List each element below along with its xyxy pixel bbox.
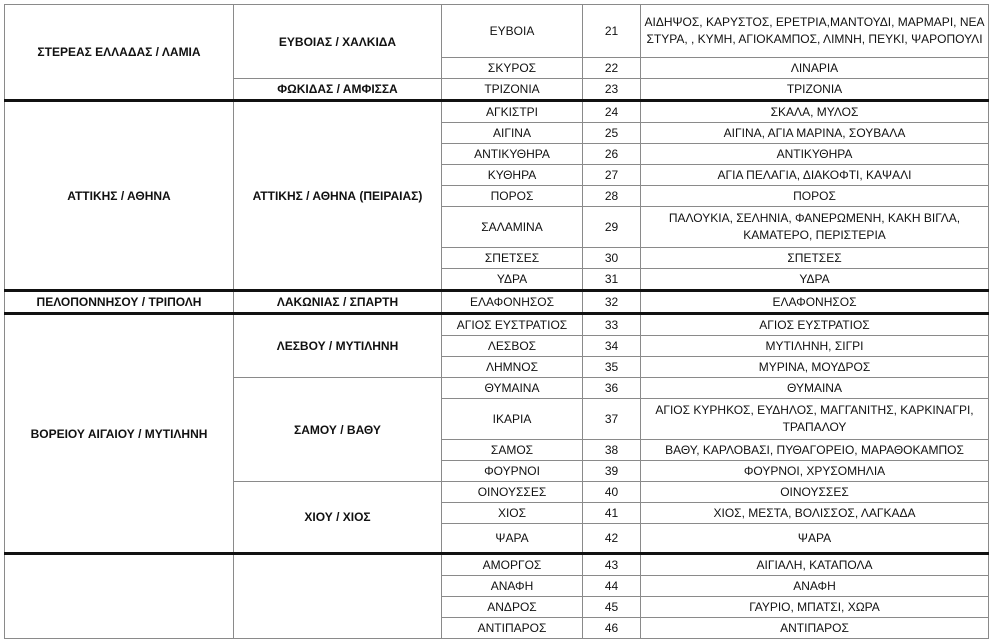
table-row (5, 291, 989, 314)
number-cell: 31 (583, 269, 641, 291)
ports-cell: ΑΙΔΗΨΟΣ, ΚΑΡΥΣΤΟΣ, ΕΡΕΤΡΙΑ,ΜΑΝΤΟΥΔΙ, ΜΑΡΜΑΡΙ, ΝΕΑ ΣΤΥΡΑ, , ΚΥΜΗ, ΑΓΙΟΚΑΜΠΟΣ, ΛΙΜΝΗ, ΠΕΥΚΙ, ΨΑΡΟΠΟΥΛΙ (641, 5, 989, 58)
number-cell: 34 (583, 336, 641, 357)
number-cell: 35 (583, 357, 641, 378)
island-cell: ΕΥΒΟΙΑ (442, 5, 583, 58)
number-cell: 28 (583, 186, 641, 207)
island-cell: ΚΥΘΗΡΑ (442, 165, 583, 186)
number-cell: 45 (583, 597, 641, 618)
ports-cell: ΕΛΑΦΟΝΗΣΟΣ (641, 291, 989, 314)
number-cell: 39 (583, 461, 641, 482)
island-cell: ΣΠΕΤΣΕΣ (442, 248, 583, 269)
number-cell: 22 (583, 58, 641, 79)
island-cell: ΨΑΡΑ (442, 524, 583, 554)
ports-cell: ΦΟΥΡΝΟΙ, ΧΡΥΣΟΜΗΛΙΑ (641, 461, 989, 482)
island-cell: ΛΗΜΝΟΣ (442, 357, 583, 378)
ports-cell: ΠΟΡΟΣ (641, 186, 989, 207)
island-cell: ΠΟΡΟΣ (442, 186, 583, 207)
island-cell: ΟΙΝΟΥΣΣΕΣ (442, 482, 583, 503)
island-cell: ΣΑΛΑΜΙΝΑ (442, 207, 583, 248)
ports-cell: ΤΡΙΖΟΝΙΑ (641, 79, 989, 101)
number-cell: 30 (583, 248, 641, 269)
ports-cell: ΠΑΛΟΥΚΙΑ, ΣΕΛΗΝΙΑ, ΦΑΝΕΡΩΜΕΝΗ, ΚΑΚΗ ΒΙΓΛΑ, ΚΑΜΑΤΕΡΟ, ΠΕΡΙΣΤΕΡΙΑ (641, 207, 989, 248)
prefecture-cell: ΛΑΚΩΝΙΑΣ / ΣΠΑΡΤΗ (234, 291, 442, 314)
prefecture-cell: ΛΕΣΒΟΥ / ΜΥΤΙΛΗΝΗ (234, 314, 442, 378)
number-cell: 37 (583, 399, 641, 440)
table-row (5, 5, 989, 58)
ports-cell: ΧΙΟΣ, ΜΕΣΤΑ, ΒΟΛΙΣΣΟΣ, ΛΑΓΚΑΔΑ (641, 503, 989, 524)
number-cell: 43 (583, 554, 641, 576)
number-cell: 44 (583, 576, 641, 597)
prefecture-cell-empty (234, 554, 442, 639)
island-cell: ΛΕΣΒΟΣ (442, 336, 583, 357)
region-cell: ΑΤΤΙΚΗΣ / ΑΘΗΝΑ (5, 101, 234, 291)
number-cell: 27 (583, 165, 641, 186)
island-cell: ΦΟΥΡΝΟΙ (442, 461, 583, 482)
region-cell-empty (5, 554, 234, 639)
ports-cell: ΑΝΤΙΚΥΘΗΡΑ (641, 144, 989, 165)
number-cell: 29 (583, 207, 641, 248)
ports-table (4, 4, 989, 639)
number-cell: 36 (583, 378, 641, 399)
prefecture-cell: ΕΥΒΟΙΑΣ / ΧΑΛΚΙΔΑ (234, 5, 442, 79)
ports-cell: ΛΙΝΑΡΙΑ (641, 58, 989, 79)
island-cell: ΥΔΡΑ (442, 269, 583, 291)
number-cell: 25 (583, 123, 641, 144)
ports-cell: ΨΑΡΑ (641, 524, 989, 554)
ports-cell: ΑΙΓΙΑΛΗ, ΚΑΤΑΠΟΛΑ (641, 554, 989, 576)
island-cell: ΑΓΚΙΣΤΡΙ (442, 101, 583, 123)
table-row (5, 101, 989, 123)
number-cell: 33 (583, 314, 641, 336)
number-cell: 38 (583, 440, 641, 461)
island-cell: ΣΑΜΟΣ (442, 440, 583, 461)
ports-cell: ΒΑΘΥ, ΚΑΡΛΟΒΑΣΙ, ΠΥΘΑΓΟΡΕΙΟ, ΜΑΡΑΘΟΚΑΜΠΟΣ (641, 440, 989, 461)
prefecture-cell: ΣΑΜΟΥ / ΒΑΘΥ (234, 378, 442, 482)
ports-cell: ΜΥΤΙΛΗΝΗ, ΣΙΓΡΙ (641, 336, 989, 357)
island-cell: ΑΝΑΦΗ (442, 576, 583, 597)
island-cell: ΧΙΟΣ (442, 503, 583, 524)
island-cell: ΑΜΟΡΓΟΣ (442, 554, 583, 576)
prefecture-cell: ΧΙΟΥ / ΧΙΟΣ (234, 482, 442, 554)
ports-cell: ΟΙΝΟΥΣΣΕΣ (641, 482, 989, 503)
island-cell: ΤΡΙΖΟΝΙΑ (442, 79, 583, 101)
ports-cell: ΜΥΡΙΝΑ, ΜΟΥΔΡΟΣ (641, 357, 989, 378)
region-cell: ΣΤΕΡΕΑΣ ΕΛΛΑΔΑΣ / ΛΑΜΙΑ (5, 5, 234, 101)
ports-cell: ΑΓΙΑ ΠΕΛΑΓΙΑ, ΔΙΑΚΟΦΤΙ, ΚΑΨΑΛΙ (641, 165, 989, 186)
ports-cell: ΥΔΡΑ (641, 269, 989, 291)
island-cell: ΑΙΓΙΝΑ (442, 123, 583, 144)
island-cell: ΑΓΙΟΣ ΕΥΣΤΡΑΤΙΟΣ (442, 314, 583, 336)
ports-cell: ΑΝΤΙΠΑΡΟΣ (641, 618, 989, 639)
number-cell: 21 (583, 5, 641, 58)
island-cell: ΑΝΤΙΚΥΘΗΡΑ (442, 144, 583, 165)
ports-cell: ΑΓΙΟΣ ΕΥΣΤΡΑΤΙΟΣ (641, 314, 989, 336)
island-cell: ΙΚΑΡΙΑ (442, 399, 583, 440)
number-cell: 42 (583, 524, 641, 554)
prefecture-cell: ΦΩΚΙΔΑΣ / ΑΜΦΙΣΣΑ (234, 79, 442, 101)
ports-cell: ΑΓΙΟΣ ΚΥΡΗΚΟΣ, ΕΥΔΗΛΟΣ, ΜΑΓΓΑΝΙΤΗΣ, ΚΑΡΚΙΝΑΓΡΙ, ΤΡΑΠΑΛΟΥ (641, 399, 989, 440)
ports-cell: ΓΑΥΡΙΟ, ΜΠΑΤΣΙ, ΧΩΡΑ (641, 597, 989, 618)
prefecture-cell: ΑΤΤΙΚΗΣ / ΑΘΗΝΑ (ΠΕΙΡΑΙΑΣ) (234, 101, 442, 291)
ports-cell: ΣΚΑΛΑ, ΜΥΛΟΣ (641, 101, 989, 123)
ports-cell: ΣΠΕΤΣΕΣ (641, 248, 989, 269)
region-cell: ΒΟΡΕΙΟΥ ΑΙΓΑΙΟΥ / ΜΥΤΙΛΗΝΗ (5, 314, 234, 554)
ports-cell: ΘΥΜΑΙΝΑ (641, 378, 989, 399)
island-cell: ΘΥΜΑΙΝΑ (442, 378, 583, 399)
island-cell: ΕΛΑΦΟΝΗΣΟΣ (442, 291, 583, 314)
island-cell: ΑΝΤΙΠΑΡΟΣ (442, 618, 583, 639)
number-cell: 23 (583, 79, 641, 101)
island-cell: ΣΚΥΡΟΣ (442, 58, 583, 79)
number-cell: 40 (583, 482, 641, 503)
document-page (4, 4, 988, 639)
number-cell: 41 (583, 503, 641, 524)
number-cell: 26 (583, 144, 641, 165)
island-cell: ΑΝΔΡΟΣ (442, 597, 583, 618)
ports-cell: ΑΙΓΙΝΑ, ΑΓΙΑ ΜΑΡΙΝΑ, ΣΟΥΒΑΛΑ (641, 123, 989, 144)
ports-cell: ΑΝΑΦΗ (641, 576, 989, 597)
region-cell: ΠΕΛΟΠΟΝΝΗΣΟΥ / ΤΡΙΠΟΛΗ (5, 291, 234, 314)
table-row (5, 554, 989, 576)
number-cell: 24 (583, 101, 641, 123)
number-cell: 46 (583, 618, 641, 639)
table-row (5, 314, 989, 336)
number-cell: 32 (583, 291, 641, 314)
